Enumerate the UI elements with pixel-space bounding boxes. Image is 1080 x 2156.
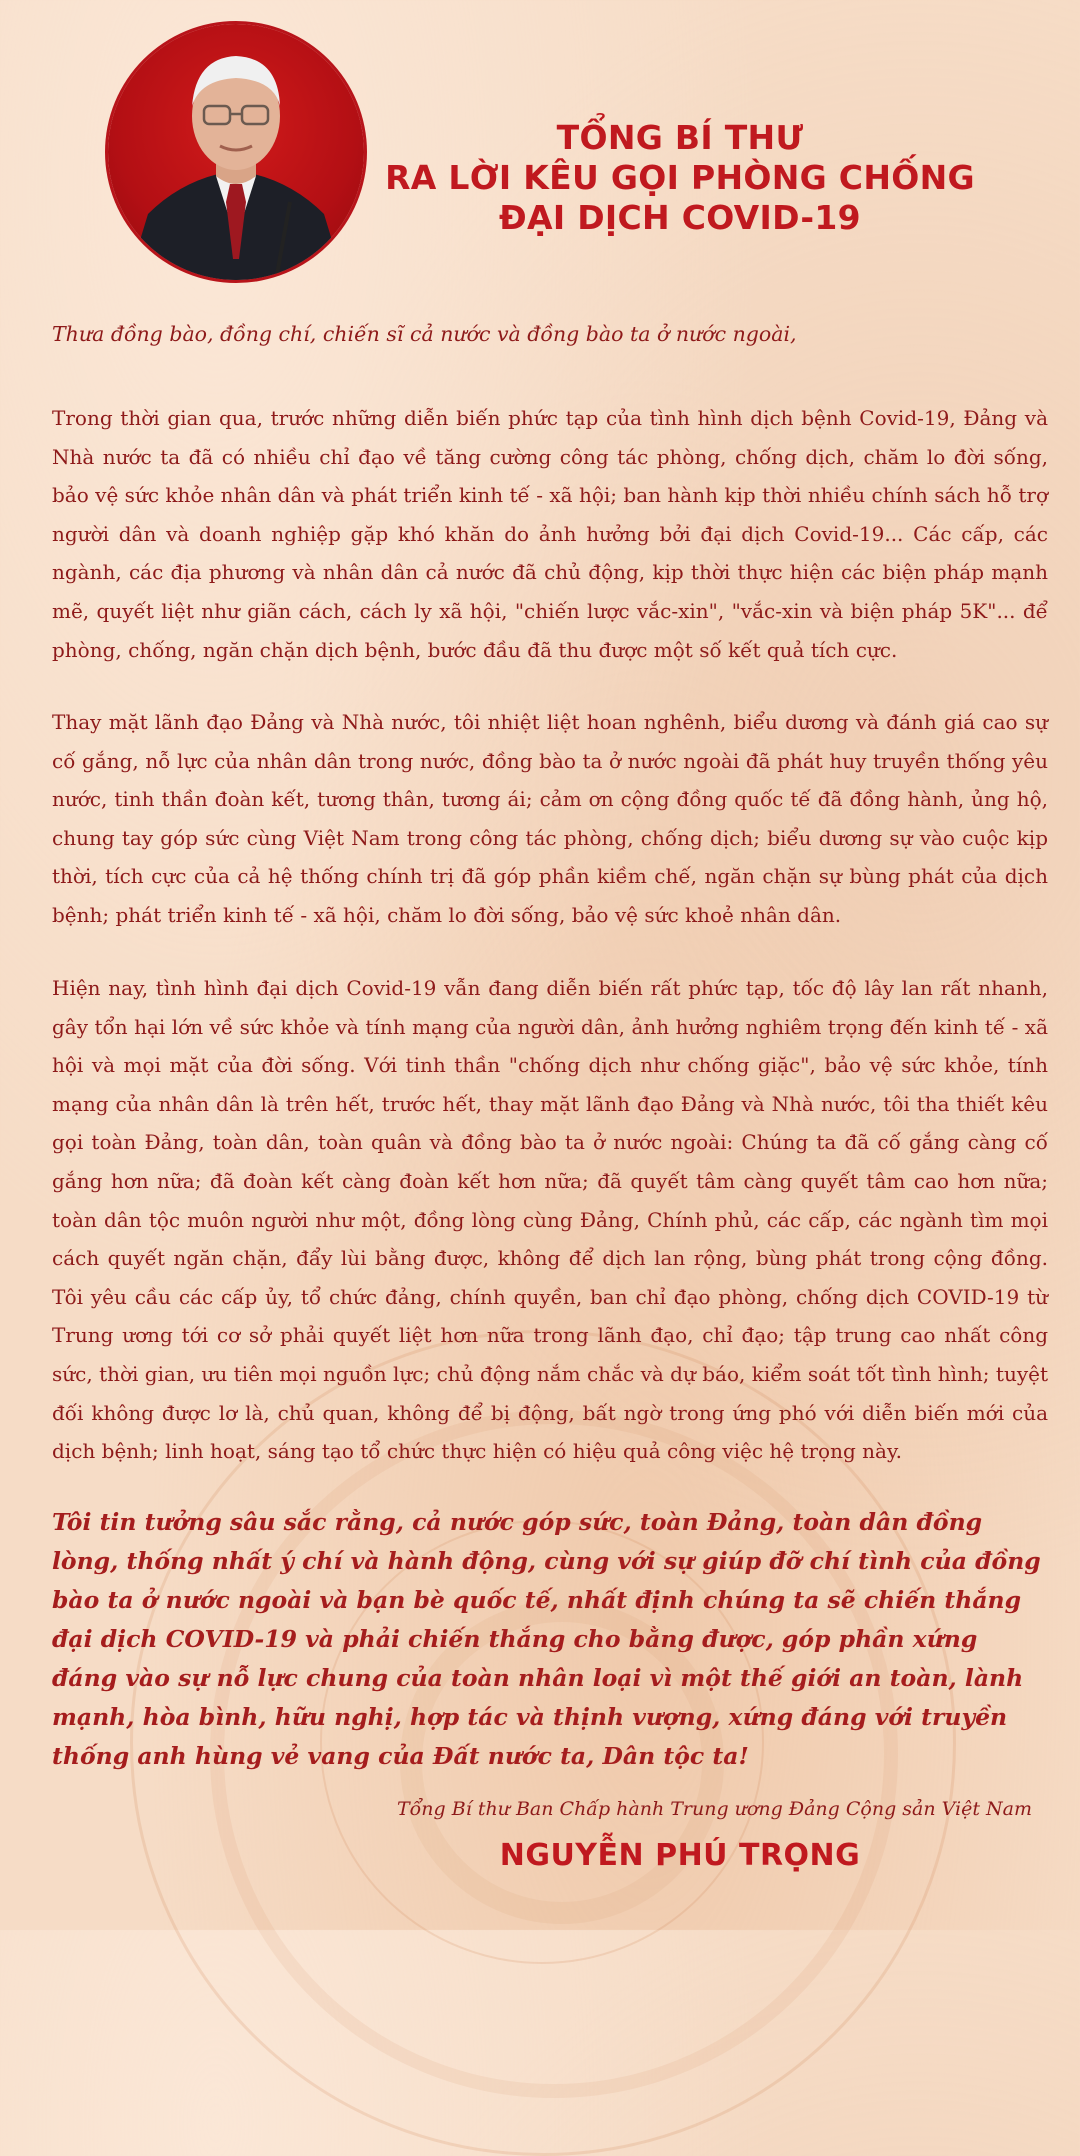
- title-line: TỔNG BÍ THƯ: [556, 118, 804, 157]
- signature-role: Tổng Bí thư Ban Chấp hành Trung ương Đảng Cộng sản Việt Nam: [397, 1798, 1032, 1820]
- page-title: [380, 118, 980, 238]
- letter-paragraph: Thay mặt lãnh đạo Đảng và Nhà nước, tôi nhiệt liệt hoan nghênh, biểu dương và đánh giá cao sự cố gắng, nỗ lực của nhân dân trong nước, đồng bào ta ở nước ngoài đã phát huy truyền thống yêu nước, tinh thần đoàn kết, tương thân, tương ái; cảm ơn cộng đồng quốc tế đã đồng hành, ủng hộ, chung tay góp sức cùng Việt Nam trong công tác phòng, chống dịch; biểu dương sự vào cuộc kịp thời, tích cực của cả hệ thống chính trị đã góp phần kiềm chế, ngăn chặn sự bùng phát của dịch bệnh; phát triển kinh tế - xã hội, chăm lo đời sống, bảo vệ sức khoẻ nhân dân.: [52, 710, 1048, 927]
- letter-closing-statement: Tôi tin tưởng sâu sắc rằng, cả nước góp sức, toàn Đảng, toàn dân đồng lòng, thống nhất ý chí và hành động, cùng với sự giúp đỡ chí tình của đồng bào ta ở nước ngoài và bạn bè quốc tế, nhất định chúng ta sẽ chiến thắng đại dịch COVID-19 và phải chiến thắng cho bằng được, góp phần xứng đáng vào sự nỗ lực chung của toàn nhân loại vì một thế giới an toàn, lành mạnh, hòa bình, hữu nghị, hợp tác và thịnh vượng, xứng đáng với truyền thống anh hùng vẻ vang của Đất nước ta, Dân tộc ta!: [52, 1508, 1041, 1770]
- leader-portrait: [108, 24, 364, 280]
- title-line: RA LỜI KÊU GỌI PHÒNG CHỐNG: [385, 158, 975, 197]
- signature-name: NGUYỄN PHÚ TRỌNG: [499, 1838, 861, 1873]
- letter-paragraph: Trong thời gian qua, trước những diễn biến phức tạp của tình hình dịch bệnh Covid-19, Đảng và Nhà nước ta đã có nhiều chỉ đạo về tăng cường công tác phòng, chống dịch, chăm lo đời sống, bảo vệ sức khỏe nhân dân và phát triển kinh tế - xã hội; ban hành kịp thời nhiều chính sách hỗ trợ người dân và doanh nghiệp gặp khó khăn do ảnh hưởng bởi đại dịch Covid-19... Các cấp, các ngành, các địa phương và nhân dân cả nước đã chủ động, kịp thời thực hiện các biện pháp mạnh mẽ, quyết liệt như giãn cách, cách ly xã hội, "chiến lược vắc-xin", "vắc-xin và biện pháp 5K"... để phòng, chống, ngăn chặn dịch bệnh, bước đầu đã thu được một số kết quả tích cực.: [52, 406, 1048, 662]
- letter-paragraph: Hiện nay, tình hình đại dịch Covid-19 vẫn đang diễn biến rất phức tạp, tốc độ lây lan rất nhanh, gây tổn hại lớn về sức khỏe và tính mạng của người dân, ảnh hưởng nghiêm trọng đến kinh tế - xã hội và mọi mặt của đời sống. Với tinh thần "chống dịch như chống giặc", bảo vệ sức khỏe, tính mạng của nhân dân là trên hết, trước hết, thay mặt lãnh đạo Đảng và Nhà nước, tôi tha thiết kêu gọi toàn Đảng, toàn dân, toàn quân và đồng bào ta ở nước ngoài: Chúng ta đã cố gắng càng cố gắng hơn nữa; đã đoàn kết càng đoàn kết hơn nữa; đã quyết tâm càng quyết tâm cao hơn nữa; toàn dân tộc muôn người như một, đồng lòng cùng Đảng, Chính phủ, các cấp, các ngành tìm mọi cách quyết ngăn chặn, đẩy lùi bằng được, không để dịch lan rộng, bùng phát trong cộng đồng. Tôi yêu cầu các cấp ủy, tổ chức đảng, chính quyền, ban chỉ đạo phòng, chống dịch COVID-19 từ Trung ương tới cơ sở phải quyết liệt hơn nữa trong lãnh đạo, chỉ đạo; tập trung cao nhất công sức, thời gian, ưu tiên mọi nguồn lực; chủ động nắm chắc và dự báo, kiểm soát tốt tình hình; tuyệt đối không được lơ là, chủ quan, không để bị động, bất ngờ trong ứng phó với diễn biến mới của dịch bệnh; linh hoạt, sáng tạo tổ chức thực hiện có hiệu quả công việc hệ trọng này.: [52, 976, 1048, 1464]
- title-line: ĐẠI DỊCH COVID-19: [499, 198, 861, 237]
- letter-salutation: Thưa đồng bào, đồng chí, chiến sĩ cả nước và đồng bào ta ở nước ngoài,: [52, 322, 797, 346]
- portrait-illustration: [108, 24, 364, 280]
